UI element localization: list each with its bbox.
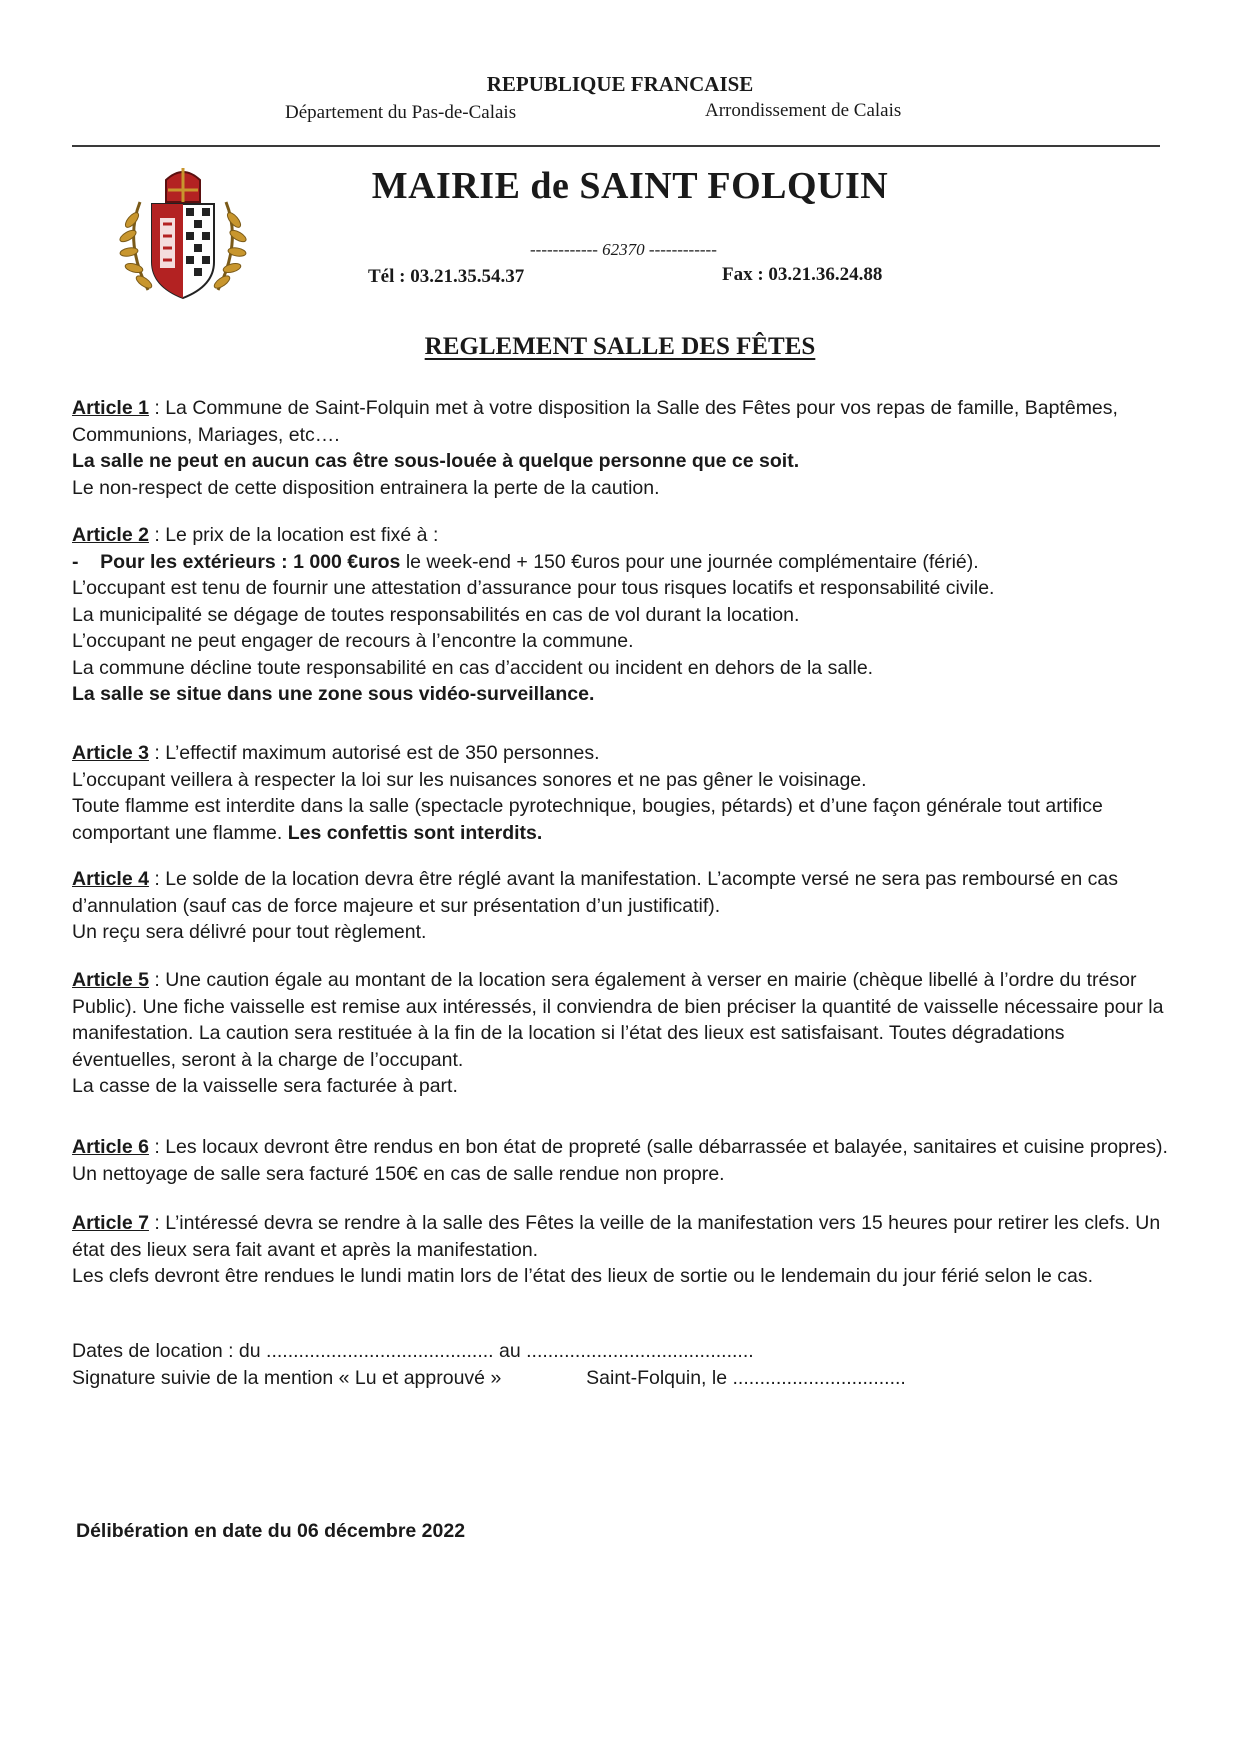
article-label: Article 7 — [72, 1212, 149, 1234]
republic-heading: REPUBLIQUE FRANCAISE — [486, 72, 754, 96]
article-line: La casse de la vaisselle sera facturée à part. — [72, 1075, 458, 1097]
article-label: Article 6 — [72, 1136, 149, 1158]
article-line: L’occupant est tenu de fournir une attestation d’assurance pour tous risques locatifs et responsabilité civile. — [72, 577, 995, 599]
article-text: : Le solde de la location devra être réglé avant la manifestation. L’acompte versé ne sera pas remboursé en cas d’annulation (sauf cas de force majeure et sur présentation d’un justificatif). — [72, 868, 1119, 917]
article-label: Article 2 — [72, 524, 149, 546]
dates-au-label: au — [499, 1340, 521, 1362]
article-label: Article 5 — [72, 969, 149, 991]
bullet-bold: Pour les extérieurs : 1 000 €uros — [100, 550, 401, 573]
article-text: : La Commune de Saint-Folquin met à votre disposition la Salle des Fêtes pour vos repas de famille, Baptêmes, Communions, Mariages, etc…. — [72, 397, 1118, 446]
article-bold-line: La salle ne peut en aucun cas être sous-louée à quelque personne que ce soit. — [72, 450, 800, 472]
price-bullet — [72, 549, 1172, 576]
article-1 — [72, 395, 1172, 501]
article-text: : Le prix de la location est fixé à : — [148, 524, 439, 546]
article-bold-line: La salle se situe dans une zone sous vidéo-surveillance. — [72, 683, 595, 705]
article-line: La municipalité se dégage de toutes responsabilités en cas de vol durant la location. — [72, 603, 800, 626]
arrondissement-label: Arrondissement de Calais — [705, 100, 902, 121]
bullet-dash: - — [72, 550, 79, 573]
location-fields — [72, 1338, 1172, 1391]
article-6 — [72, 1134, 1172, 1187]
signature-row — [72, 1365, 1172, 1392]
article-text: : Une caution égale au montant de la location sera également à verser en mairie (chèque libellé à l’ordre du trésor Public). Une fiche vaisselle est remise aux intéressés, il conviendra de bien préciser la quantité de vaisselle nécessaire pour la manifestation. La caution sera restituée à la fin de la location si l’état des lieux est satisfaisant. Toutes dégradations éventuelles, seront à la charge de l’occupant. — [72, 969, 1164, 1071]
article-line: La commune décline toute responsabilité en cas d’accident ou incident en dehors de la salle. — [72, 656, 874, 679]
article-label: Article 3 — [72, 742, 149, 764]
signature-label: Signature suivie de la mention « Lu et approuvé » — [72, 1366, 502, 1389]
date-signed-field[interactable]: ................................ — [732, 1366, 906, 1389]
article-label: Article 1 — [72, 397, 149, 419]
article-line: Un reçu sera délivré pour tout règlement. — [72, 921, 427, 943]
article-line: Toute flamme est interdite dans la salle (spectacle pyrotechnique, bougies, pétards) et d’une façon générale tout artifice comportant une flamme. — [72, 795, 1103, 844]
dates-label: Dates de location : du — [72, 1340, 261, 1362]
article-4 — [72, 866, 1172, 946]
date-to-field[interactable]: .......................................... — [526, 1340, 754, 1362]
article-text: : Les locaux devront être rendus en bon état de propreté (salle débarrassée et balayée, sanitaires et cuisine propres). Un nettoyage de salle sera facturé 150€ en cas de salle rendue non propre. — [72, 1136, 1168, 1185]
article-7 — [72, 1210, 1172, 1290]
header-divider — [72, 145, 1160, 147]
article-line: Le non-respect de cette disposition entrainera la perte de la caution. — [72, 476, 660, 499]
fax: Fax : 03.21.36.24.88 — [722, 264, 883, 285]
postcode: ------------ 62370 ------------ — [530, 240, 717, 259]
article-5 — [72, 967, 1172, 1100]
dates-row — [72, 1338, 1172, 1365]
regulation-title-text: REGLEMENT SALLE DES FÊTES — [424, 333, 816, 360]
bullet-text: le week-end + 150 €uros pour une journée complémentaire (férié). — [400, 550, 979, 573]
department-label: Département du Pas-de-Calais — [285, 102, 517, 123]
article-2 — [72, 522, 1172, 708]
article-line: Les clefs devront être rendues le lundi matin lors de l’état des lieux de sortie ou le lendemain du jour férié selon le cas. — [72, 1265, 1094, 1287]
article-3 — [72, 740, 1172, 846]
article-text: : L’intéressé devra se rendre à la salle des Fêtes la veille de la manifestation vers 15 heures pour retirer les clefs. Un état des lieux sera fait avant et après la manifestation. — [72, 1212, 1161, 1261]
telephone: Tél : 03.21.35.54.37 — [368, 266, 525, 287]
mairie-title: MAIRIE de SAINT FOLQUIN — [371, 165, 889, 207]
place-label: Saint-Folquin, le — [586, 1366, 728, 1389]
municipal-crest-icon — [118, 162, 248, 308]
article-label: Article 4 — [72, 868, 149, 890]
article-text: : L’effectif maximum autorisé est de 350 personnes. — [148, 742, 600, 764]
regulation-title — [0, 333, 1240, 361]
deliberation-date: Délibération en date du 06 décembre 2022 — [76, 1520, 466, 1542]
article-line: L’occupant veillera à respecter la loi sur les nuisances sonores et ne pas gêner le voisinage. — [72, 768, 867, 791]
date-from-field[interactable]: .......................................... — [266, 1340, 494, 1362]
article-line: L’occupant ne peut engager de recours à l’encontre la commune. — [72, 630, 634, 652]
article-bold-end: Les confettis sont interdits. — [287, 821, 543, 844]
